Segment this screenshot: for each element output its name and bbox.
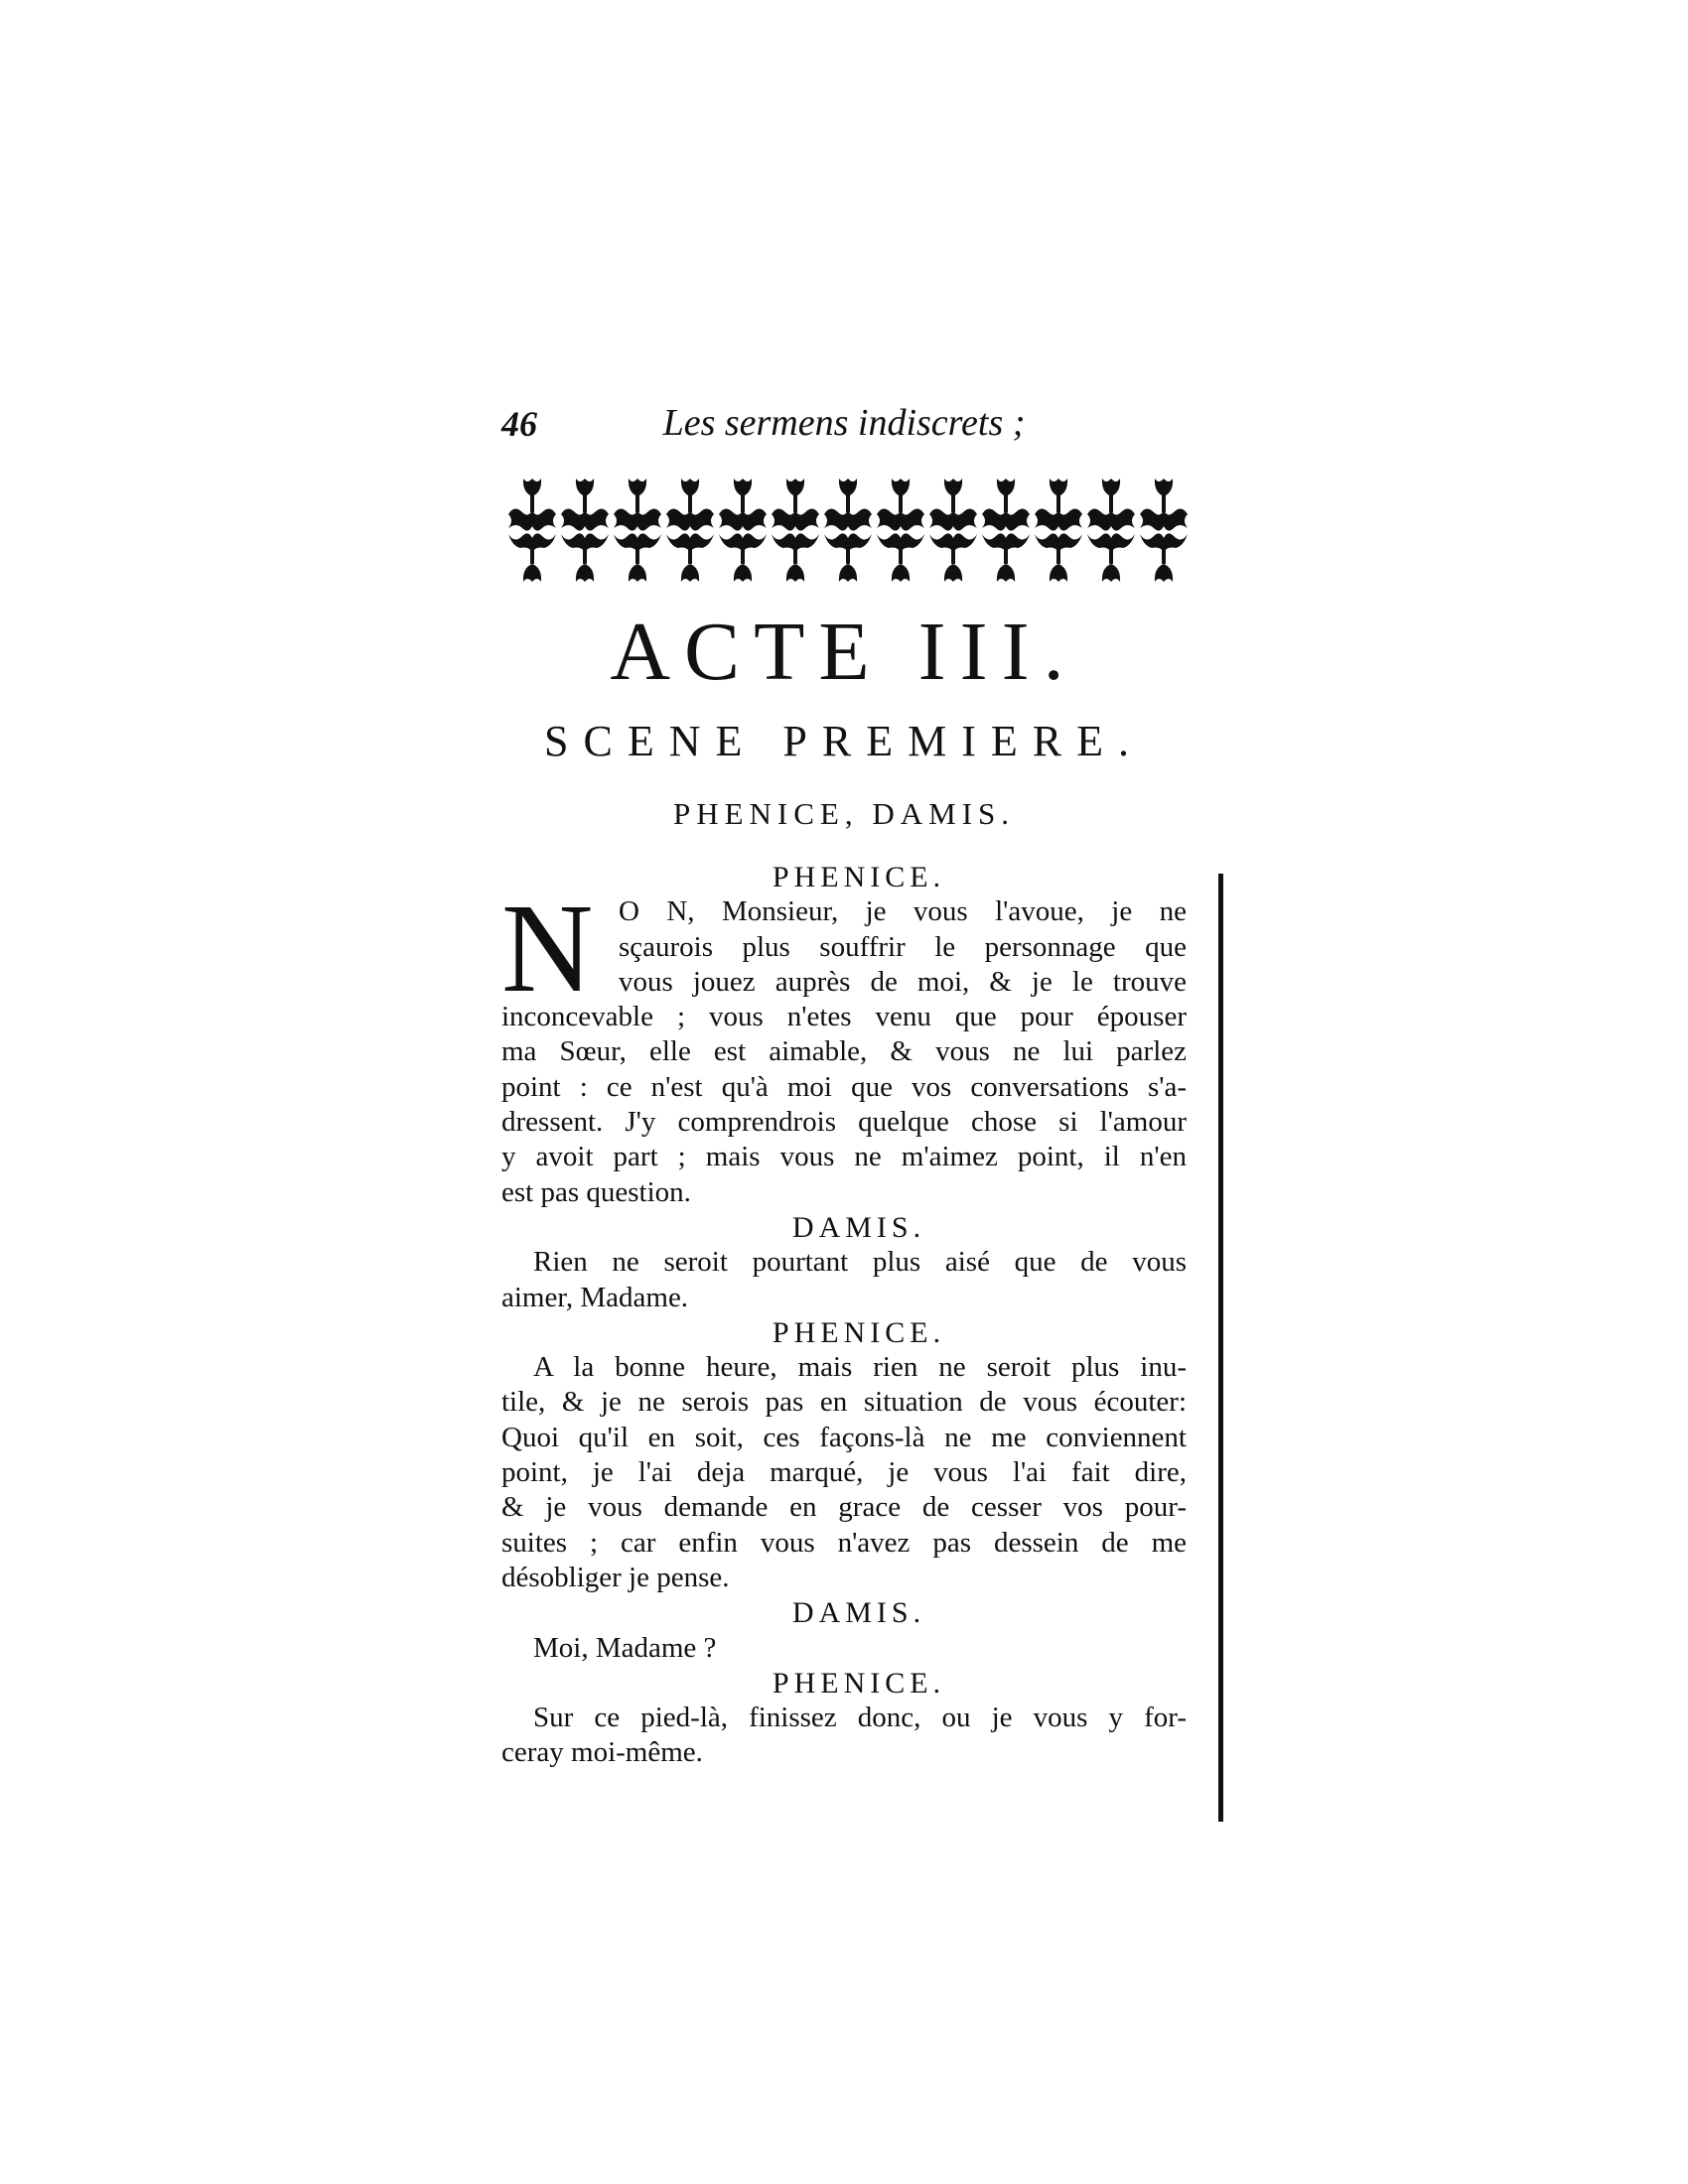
dialogue-line: Rien ne seroit pourtant plus aisé que de vous [533,1246,1187,1279]
dialogue-line: inconcevable ; vous n'etes venu que pour épouser [501,1001,1187,1033]
dialogue-line: ceray moi-même. [501,1736,703,1769]
fleuron-unit-icon [982,478,1030,582]
dialogue-line: tile, & je ne serois pas en situation de vous écouter: [501,1386,1187,1419]
fleuron-unit-icon [666,478,714,582]
character-list: PHENICE, DAMIS. [672,796,1016,831]
fleuron-unit-icon [1035,478,1082,582]
dialogue-line: dressent. J'y comprendrois quelque chose si l'amour [501,1106,1187,1139]
fleuron-unit-icon [824,478,872,582]
fleuron-unit-icon [1087,478,1135,582]
fleuron-unit-icon [561,478,609,582]
speaker-name: DAMIS. [791,1210,926,1244]
dialogue-line: Sur ce pied-là, finissez donc, ou je vous y for- [533,1702,1187,1734]
fleuron-unit-icon [1140,478,1188,582]
fleuron-ornament-icon [506,475,1192,586]
fleuron-unit-icon [929,478,977,582]
act-title: ACTE III. [610,606,1078,698]
fleuron-unit-icon [614,478,661,582]
dialogue-line: y avoit part ; mais vous ne m'aimez point, il n'en [501,1141,1187,1173]
dialogue-line: point : ce n'est qu'à moi que vos conversations s'a- [501,1070,1187,1103]
dialogue-line: Quoi qu'il en soit, ces façons-là ne me conviennent [501,1421,1187,1453]
margin-rule [1218,874,1223,1822]
dialogue-line: ma Sœur, elle est aimable, & vous ne lui parlez [501,1035,1187,1068]
speaker-name: PHENICE. [772,1666,946,1700]
dialogue-line: aimer, Madame. [501,1281,689,1313]
fleuron-unit-icon [772,478,819,582]
dialogue-line: désobliger je pense. [501,1561,730,1593]
fleuron-unit-icon [877,478,924,582]
speaker-name: PHENICE. [772,861,946,893]
page-number: 46 [501,404,537,444]
dialogue-line: est pas question. [501,1175,691,1208]
dialogue-line: O N, Monsieur, je vous l'avoue, je ne [619,895,1187,928]
dialogue-body [501,860,1187,1771]
dialogue-line: Moi, Madame ? [533,1631,717,1664]
dialogue-line: A la bonne heure, mais rien ne seroit plus inu- [533,1351,1187,1384]
scene-title: SCENE PREMIERE. [544,717,1144,765]
dialogue-line: suites ; car enfin vous n'avez pas dessein de me [501,1526,1187,1559]
speaker-name: PHENICE. [772,1315,946,1349]
speaker-name: DAMIS. [791,1596,926,1630]
drop-cap: N [501,878,594,1019]
fleuron-unit-icon [719,478,767,582]
fleuron-unit-icon [508,478,556,582]
dialogue-line: sçaurois plus souffrir le personnage que [619,930,1187,963]
dialogue-line: & je vous demande en grace de cesser vos pour- [501,1491,1187,1524]
dialogue-line: vous jouez auprès de moi, & je le trouve [619,965,1187,998]
running-title: Les sermens indiscrets ; [662,402,1026,444]
dialogue-line: point, je l'ai deja marqué, je vous l'ai fait dire, [501,1456,1187,1489]
